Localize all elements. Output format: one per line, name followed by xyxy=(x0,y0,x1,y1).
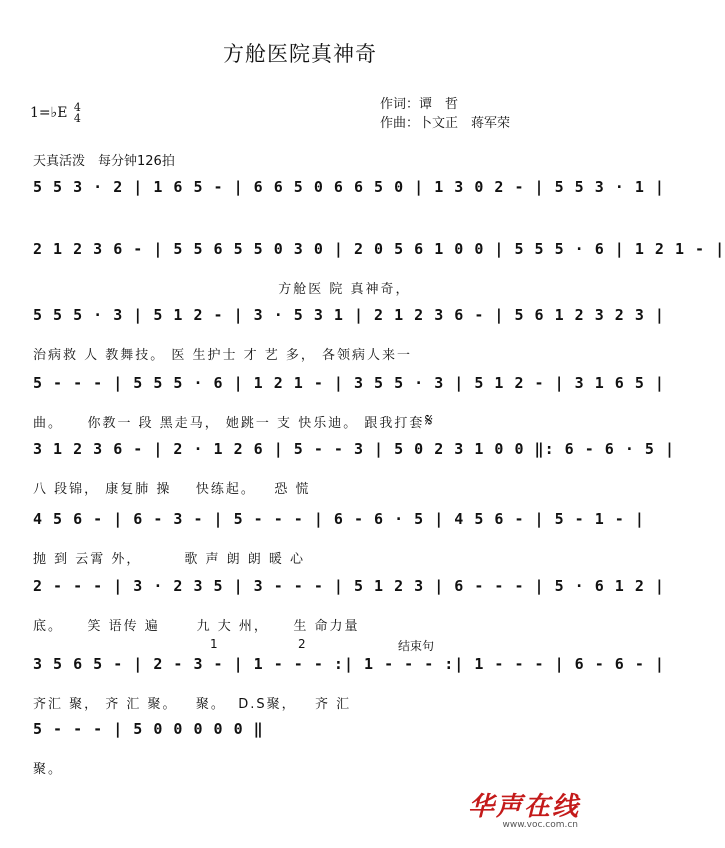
score-row-6 xyxy=(33,510,645,567)
lyrics-line: 齐汇 聚， 齐 汇 聚。 聚。 D.S聚， 齐 汇 xyxy=(33,697,352,712)
key-signature xyxy=(30,102,81,124)
watermark-url: www.voc.com.cn xyxy=(502,820,578,830)
volta-1-label: 1 xyxy=(210,637,218,651)
coda-label: 结束句 xyxy=(398,639,435,653)
song-title: 方舱医院真神奇 xyxy=(223,42,377,66)
score-row-8 xyxy=(33,655,665,712)
time-sig-bottom: 4 xyxy=(73,112,81,125)
notes-line: 2 - - - | 3 · 2 3 5 | 3 - - - | 5 1 2 3 | 6 - - - | 5 · 6 1 2 | xyxy=(33,577,665,595)
lyrics-line: 方舱医 院 真神奇， xyxy=(33,282,411,297)
tempo-marking: 天真活泼 每分钟126拍 xyxy=(33,154,175,169)
score-row-5 xyxy=(33,440,675,497)
key-text: 1=♭E xyxy=(30,105,68,121)
credits xyxy=(380,95,510,133)
notes-line: 2 1 2 3 6 - | 5 5 6 5 5 0 3 0 | 2 0 5 6 1 0 0 | 5 5 5 · 6 | 1 2 1 - | xyxy=(33,240,725,258)
lyrics-line: 治病救 人 教舞技。 医 生护士 才 艺 多， 各领病人来一 xyxy=(33,348,413,363)
lyrics-line: 八 段锦， 康复肺 操 快练起。 恐 慌 xyxy=(33,482,311,497)
lyrics-line: 聚。 xyxy=(33,762,64,777)
composer-credit: 作曲：卜文正 蒋军荣 xyxy=(380,116,511,131)
score-row-3 xyxy=(33,306,665,363)
lyrics-line: 抛 到 云霄 外， 歌 声 朗 朗 暖 心 xyxy=(33,552,305,567)
score-row-9 xyxy=(33,720,553,777)
lyrics-line: 底。 笑 语传 遍 九 大 州， 生 命力量 xyxy=(33,619,360,634)
watermark-logo: 华声在线 xyxy=(467,792,580,822)
time-sig-top: 4 xyxy=(73,101,81,114)
score-row-2 xyxy=(33,240,725,297)
segno-sign: 𝄋 xyxy=(425,410,433,431)
notes-line: 5 - - - | 5 5 5 · 6 | 1 2 1 - | 3 5 5 · 3 | 5 1 2 - | 3 1 6 5 | xyxy=(33,374,665,392)
notes-line: 5 5 5 · 3 | 5 1 2 - | 3 · 5 3 1 | 2 1 2 3 6 - | 5 6 1 2 3 2 3 | xyxy=(33,306,665,324)
score-row-7 xyxy=(33,577,665,634)
lyrics-line: 曲。 你教一 段 黑走马， 她跳一 支 快乐迪。 跟我打套 xyxy=(33,416,425,431)
notes-line: 3 1 2 3 6 - | 2 · 1 2 6 | 5 - - 3 | 5 0 2 3 1 0 0 ‖: 6 - 6 · 5 | xyxy=(33,440,675,458)
time-signature xyxy=(74,102,81,124)
notes-line: 4 5 6 - | 6 - 3 - | 5 - - - | 6 - 6 · 5 | 4 5 6 - | 5 - 1 - | xyxy=(33,510,645,528)
notes-line: 5 5 3 · 2 | 1 6 5 - | 6 6 5 0 6 6 5 0 | 1 3 0 2 - | 5 5 3 · 1 | xyxy=(33,178,665,196)
score-row-4 xyxy=(33,374,665,431)
notes-line: 3 5 6 5 - | 2 - 3 - | 1 - - - :| 1 - - - :| 1 - - - | 6 - 6 - | xyxy=(33,655,665,673)
notes-line: 5 - - - | 5 0 0 0 0 0 ‖ xyxy=(33,720,264,738)
volta-2-label: 2 xyxy=(298,637,306,651)
lyricist-credit: 作词：谭 哲 xyxy=(380,97,459,112)
score-row-1 xyxy=(33,178,665,216)
